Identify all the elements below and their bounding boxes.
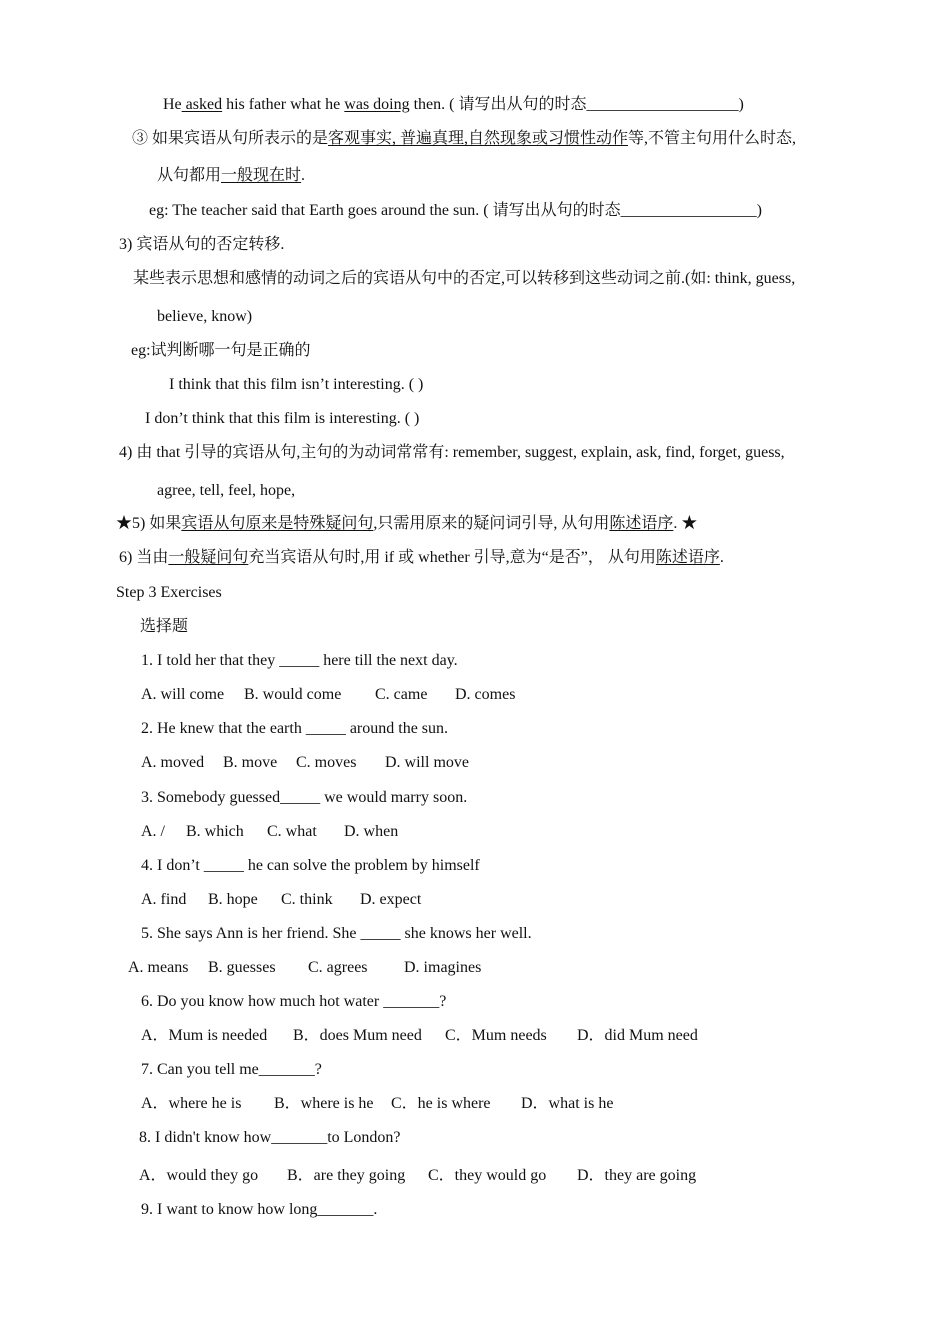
section5-text-a: ★5) 如果 — [116, 515, 182, 532]
text-end: then. ( 请写出从句的时态___________________) — [409, 96, 744, 113]
rule3-underlined-b: 客观事实, 普遍真理,自然现象或习惯性动作 — [328, 130, 629, 147]
section4-line1: 4) 由 that 引导的宾语从句,主句的为动词常常有: remember, suggest, explain, ask, find, forget, guess, — [119, 444, 785, 461]
question-9: 9. I want to know how long_______. — [141, 1201, 378, 1218]
options-1 — [141, 685, 515, 705]
section6 — [119, 548, 724, 568]
section3-sentence-1: I think that this film isn’t interesting. ( ) — [169, 376, 424, 393]
question-8: 8. I didn't know how_______to London? — [139, 1129, 401, 1146]
options-7 — [141, 1094, 613, 1114]
option-2d[interactable]: D. will move — [385, 754, 469, 771]
option-1d[interactable]: D. comes — [455, 686, 516, 703]
option-2a[interactable]: A. moved — [141, 754, 205, 771]
example-asked-sentence — [163, 95, 744, 115]
section3-text-2: believe, know) — [157, 308, 253, 325]
rule3-text-d: 从句都用 — [157, 167, 222, 184]
options-8 — [139, 1166, 696, 1186]
option-3c[interactable]: C. what — [267, 823, 317, 840]
option-8c[interactable]: C．they would go — [428, 1167, 547, 1184]
question-4: 4. I don’t _____ he can solve the problem by himself — [141, 857, 480, 874]
options-6 — [141, 1026, 698, 1046]
question-5: 5. She says Ann is her friend. She _____ she knows her well. — [141, 925, 532, 942]
option-2b[interactable]: B. move — [223, 754, 278, 771]
options-5 — [128, 958, 481, 978]
option-6a[interactable]: A．Mum is needed — [141, 1027, 268, 1044]
option-4b[interactable]: B. hope — [208, 891, 258, 908]
section5-underlined-b: 宾语从句原来是特殊疑问句 — [181, 515, 374, 532]
question-2: 2. He knew that the earth _____ around the sun. — [141, 720, 449, 737]
section5-text-e: . ★ — [673, 515, 698, 532]
option-6c[interactable]: C．Mum needs — [445, 1027, 547, 1044]
section4-line2: agree, tell, feel, hope, — [157, 482, 296, 499]
question-6: 6. Do you know how much hot water _______? — [141, 993, 447, 1010]
underlined-was-doing: was doing — [344, 96, 410, 113]
option-7a[interactable]: A．where he is — [141, 1095, 242, 1112]
option-8a[interactable]: A．would they go — [139, 1167, 259, 1184]
section3-title: 3) 宾语从句的否定转移. — [119, 236, 285, 253]
section5-underlined-d: 陈述语序 — [609, 515, 674, 532]
option-5c[interactable]: C. agrees — [308, 959, 368, 976]
section5 — [116, 514, 697, 534]
section5-text-c: ,只需用原来的疑问词引导, 从句用 — [373, 515, 610, 532]
step-title: Step 3 Exercises — [116, 584, 222, 601]
question-7: 7. Can you tell me_______? — [141, 1061, 322, 1078]
section6-text-e: . — [719, 549, 724, 566]
option-1b[interactable]: B. would come — [244, 686, 342, 703]
question-3: 3. Somebody guessed_____ we would marry soon. — [141, 789, 468, 806]
option-1a[interactable]: A. will come — [141, 686, 225, 703]
text-he: He — [163, 96, 182, 113]
rule3-text-a: ③ 如果宾语从句所表示的是 — [132, 130, 329, 147]
option-5b[interactable]: B. guesses — [208, 959, 276, 976]
question-1: 1. I told her that they _____ here till the next day. — [141, 652, 458, 669]
option-4a[interactable]: A. find — [141, 891, 187, 908]
option-3d[interactable]: D. when — [344, 823, 399, 840]
option-8b[interactable]: B．are they going — [287, 1167, 406, 1184]
options-2 — [141, 753, 469, 773]
rule3-text-c: 等,不管主句用什么时态, — [628, 130, 797, 147]
rule3-line1 — [132, 129, 796, 149]
option-7d[interactable]: D．what is he — [521, 1095, 614, 1112]
option-6b[interactable]: B．does Mum need — [293, 1027, 422, 1044]
option-7c[interactable]: C．he is where — [391, 1095, 491, 1112]
section3-text-1: 某些表示思想和感情的动词之后的宾语从句中的否定,可以转移到这些动词之前.(如: think, guess, — [133, 270, 796, 287]
option-5d[interactable]: D. imagines — [404, 959, 482, 976]
options-3 — [141, 822, 398, 842]
option-5a[interactable]: A. means — [128, 959, 189, 976]
option-7b[interactable]: B．where is he — [274, 1095, 374, 1112]
text-mid: his father what he — [222, 96, 345, 113]
option-1c[interactable]: C. came — [375, 686, 428, 703]
section6-text-a: 6) 当由 — [119, 549, 169, 566]
section6-underlined-d: 陈述语序 — [655, 549, 720, 566]
section3-eg: eg:试判断哪一句是正确的 — [131, 342, 311, 359]
rule3-underlined-e: 一般现在时 — [221, 167, 302, 184]
options-4 — [141, 890, 421, 910]
option-6d[interactable]: D．did Mum need — [577, 1027, 698, 1044]
eg-earth: eg: The teacher said that Earth goes around the sun. ( 请写出从句的时态_________________) — [149, 202, 762, 219]
exercises-subtitle: 选择题 — [140, 618, 189, 635]
option-3b[interactable]: B. which — [186, 823, 244, 840]
section3-sentence-2: I don’t think that this film is interesting. ( ) — [145, 410, 420, 427]
rule3-line2 — [157, 166, 305, 186]
option-8d[interactable]: D．they are going — [577, 1167, 697, 1184]
option-3a[interactable]: A. / — [141, 823, 165, 840]
section6-underlined-b: 一般疑问句 — [168, 549, 249, 566]
rule3-text-f: . — [301, 167, 306, 184]
option-4c[interactable]: C. think — [281, 891, 333, 908]
section6-text-c: 充当宾语从句时,用 if 或 whether 引导,意为“是否”， 从句用 — [248, 549, 656, 566]
underlined-asked: asked — [181, 96, 223, 113]
option-4d[interactable]: D. expect — [360, 891, 422, 908]
option-2c[interactable]: C. moves — [296, 754, 357, 771]
